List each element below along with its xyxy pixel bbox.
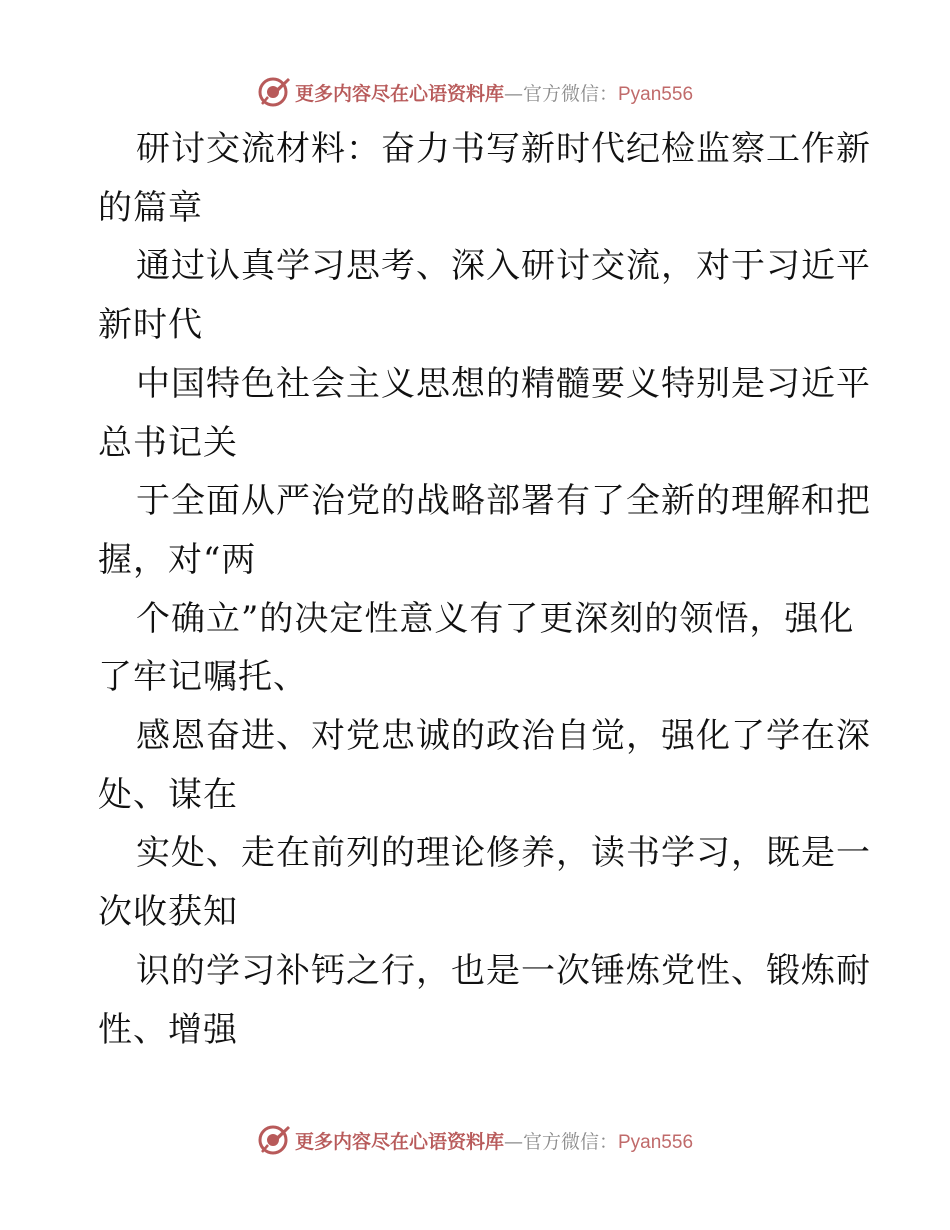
footer-wechat-id: Pyan556 — [618, 1131, 694, 1153]
footer-wechat-label: 官方微信： — [522, 1130, 618, 1153]
paragraph-line: 中国特色社会主义思想的精髓要义特别是习近平 — [136, 363, 871, 404]
document-body — [98, 120, 871, 1059]
pen-logo-icon — [257, 1123, 291, 1157]
paragraph-line: 总书记关 — [98, 422, 238, 463]
paragraph — [98, 707, 871, 824]
paragraph-line: 次收获知 — [98, 892, 238, 933]
footer-main-text: 更多内容尽在心语资料库 — [294, 1130, 504, 1153]
paragraph — [98, 472, 871, 589]
paragraph — [98, 942, 871, 1059]
header-wechat-id: Pyan556 — [618, 83, 694, 105]
footer-text — [295, 1127, 693, 1154]
paragraph-line: 感恩奋进、对党忠诚的政治自觉，强化了学在深 — [136, 716, 871, 757]
pen-logo-icon — [257, 75, 291, 109]
paragraph-line: 研讨交流材料：奋力书写新时代纪检监察工作新 — [136, 129, 871, 169]
header-wechat-label: 官方微信： — [522, 82, 618, 105]
paragraph-line: 新时代 — [98, 305, 203, 346]
paragraph-line: 了牢记嘱托、 — [98, 657, 308, 698]
header-main-text: 更多内容尽在心语资料库 — [294, 82, 504, 105]
paragraph — [98, 824, 871, 941]
paragraph-line: 实处、走在前列的理论修养，读书学习，既是一 — [136, 833, 871, 874]
paragraph-line: 通过认真学习思考、深入研讨交流，对于习近平 — [136, 246, 871, 287]
footer-dash: — — [503, 1130, 523, 1153]
paragraph-line: 于全面从严治党的战略部署有了全新的理解和把 — [136, 481, 871, 522]
paragraph-line: 个确立”的决定性意义有了更深刻的领悟，强化 — [136, 598, 855, 639]
paragraph — [98, 120, 871, 237]
header-text — [295, 79, 693, 106]
paragraph-line: 性、增强 — [98, 1009, 238, 1050]
footer-watermark — [0, 1118, 950, 1162]
paragraph-line: 识的学习补钙之行，也是一次锤炼党性、锻炼耐 — [136, 950, 871, 991]
paragraph-line: 握，对“两 — [98, 539, 257, 580]
paragraph — [98, 237, 871, 354]
paragraph-line: 处、谋在 — [98, 774, 238, 815]
header-watermark — [0, 70, 950, 114]
paragraph — [98, 590, 858, 707]
header-dash: — — [503, 82, 523, 105]
paragraph-line: 的篇章 — [98, 187, 203, 228]
paragraph — [98, 355, 871, 472]
